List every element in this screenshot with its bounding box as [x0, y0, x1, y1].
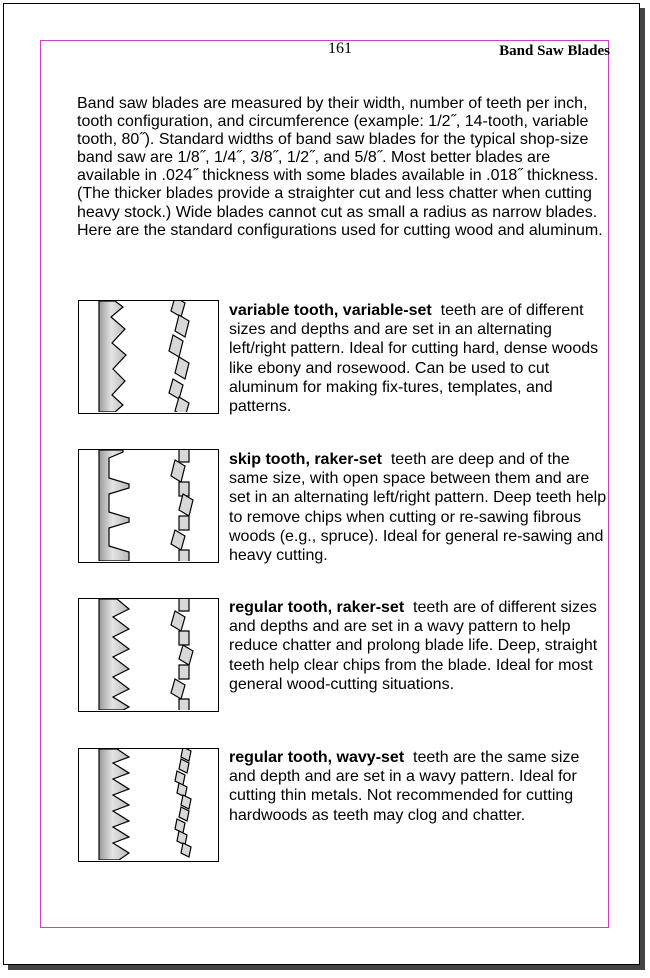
intro-paragraph: Band saw blades are measured by their width, number of teeth per inch, tooth configuration, and circumference (example: 1/2˝, 14-tooth, variable tooth, 80˝). Standard widths of band saw blades for the typical shop-size band saw are 1/8˝, 1/4˝, 3/8˝, 1/2˝, and 5/8˝. Most better blades are available in .024˝ thickness with some blades available in .018˝ thickness. (The thicker blades provide a straighter cut and less chatter when cutting heavy stock.) Wide blades cannot cut as small a radius as narrow blades. Here are the standard configurations used for cutting wood and aluminum. [77, 95, 603, 239]
entry-description: teeth are the same size and depth and are set in a wavy pattern. Ideal for cutting thin metals. Not recommended for cutting hardwoods as teeth may clog and chatter. [229, 749, 580, 824]
entry-regular-tooth-raker-set [229, 598, 609, 694]
band-saw-blade-icon [79, 749, 217, 860]
entry-regular-tooth-wavy-set [229, 748, 609, 825]
page-number: 161 [328, 40, 352, 57]
entry-skip-tooth-raker-set [229, 450, 609, 565]
blade-illustration-skip-tooth-raker-set [78, 449, 219, 563]
band-saw-blade-icon [79, 301, 217, 412]
entry-description: teeth are of different sizes and depths and are set in a wavy pattern to help reduce chatter and prolong blade life. Deep, straight teeth help clear chips from the blade. Ideal for most general wood-cutting situations. [229, 599, 598, 693]
running-title: Band Saw Blades [499, 43, 610, 59]
entry-description: teeth are deep and of the same size, with open space between them and are set in an alternating left/right pattern. Deep teeth help to remove chips when cutting or re-sawing fibrous woods (e.g., spruce). Ideal for general re-sawing and heavy cutting. [229, 451, 607, 565]
entry-term: variable tooth, variable-set [229, 302, 432, 319]
band-saw-blade-icon [79, 599, 217, 710]
band-saw-blade-icon [79, 450, 217, 561]
blade-illustration-regular-tooth-raker-set [78, 598, 219, 712]
entry-term: skip tooth, raker-set [229, 451, 382, 468]
blade-illustration-variable-tooth-variable-set [78, 300, 219, 414]
blade-illustration-regular-tooth-wavy-set [78, 748, 219, 862]
entry-term: regular tooth, raker-set [229, 599, 405, 616]
entry-term: regular tooth, wavy-set [229, 749, 405, 766]
entry-variable-tooth-variable-set [229, 301, 609, 416]
entry-description: teeth are of different sizes and depths and are set in an alternating left/right pattern. Ideal for cutting hard, dense woods like ebony and rosewood. Can be used to cut aluminum for making fix-tures, templates, and patterns. [229, 302, 599, 416]
